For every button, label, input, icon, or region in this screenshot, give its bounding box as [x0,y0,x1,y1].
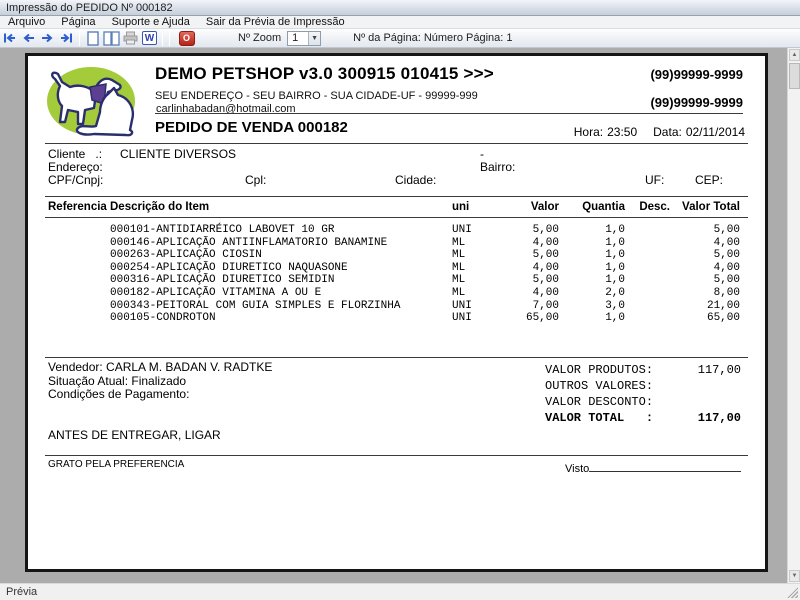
divider [45,143,748,144]
visto-line [565,461,741,475]
company-phone-1: (99)99999-9999 [650,67,743,82]
header-referencia: Referencia [48,201,107,213]
thanks-line: GRATO PELA PREFERENCIA [48,459,185,470]
situacao-line: Situação Atual: Finalizado [48,373,187,388]
toolbar-separator [79,31,80,46]
menu-sair-da-previa[interactable]: Sair da Prévia de Impressão [205,16,345,28]
cpf-label: CPF/Cnpj: [48,173,104,187]
table-row: 000105-CONDROTON UNI 65,00 1,0 65,00 [110,312,740,325]
first-page-button[interactable] [0,30,19,47]
condicoes-line: Condições de Pagamento: [48,387,190,401]
company-address: SEU ENDEREÇO - SEU BAIRRO - SUA CIDADE-UF - 99999-999 [155,90,478,102]
previous-page-icon [21,32,36,44]
bairro-label: Bairro: [480,160,516,174]
total-row: VALOR TOTAL : 117,00 [545,411,741,425]
exit-icon: O [179,31,195,46]
single-page-view-button[interactable] [83,30,102,47]
items-table-header [48,201,740,213]
resize-grip[interactable] [787,587,798,598]
preview-workspace [0,48,800,583]
header-descricao: Descrição do Item [110,201,210,213]
company-phone-2: (99)99999-9999 [650,95,743,110]
menu-suporte-e-ajuda[interactable]: Suporte e Ajuda [111,16,190,28]
next-page-button[interactable] [38,30,57,47]
word-icon: W [142,31,157,45]
header-uni: uni [452,201,470,213]
status-text: Prévia [6,586,38,598]
divider [45,196,748,197]
toolbar-separator [162,31,163,46]
hora-label: Hora: [573,125,604,139]
two-pages-icon [103,31,120,46]
company-name: DEMO PETSHOP v3.0 300915 010415 >>> [155,64,494,83]
vertical-scrollbar[interactable] [787,48,800,583]
divider [45,217,748,218]
header-valor: Valor [530,201,559,213]
totals-block [545,362,741,426]
header-desc-pct: Desc. [639,201,670,213]
total-row: VALOR DESCONTO: [545,395,654,409]
scrollbar-thumb[interactable] [789,63,800,89]
endereco-label: Endereço: [48,160,103,174]
petshop-logo [38,60,144,144]
export-word-button[interactable] [140,30,159,47]
divider [155,113,743,114]
scroll-up-icon[interactable]: ▲ [789,49,800,61]
delivery-notice: ANTES DE ENTREGAR, LIGAR [48,428,221,442]
document-page [25,53,768,572]
hora-value: 23:50 [607,125,638,139]
signature-line [589,461,741,472]
table-row: 000254-APLICAÇÃO DIURETICO NAQUASONE ML 4,00 1,0 4,00 [110,261,740,274]
previous-page-button[interactable] [19,30,38,47]
toolbar [0,29,800,48]
print-button[interactable] [121,30,140,47]
last-page-icon [59,32,74,44]
total-row: OUTROS VALORES: [545,379,654,393]
table-row: 000146-APLICAÇÃO ANTIINFLAMATORIO BANAMINE ML 4,00 1,0 4,00 [110,236,740,249]
items-rows [48,224,740,325]
menu-pagina[interactable]: Página [61,16,96,28]
table-row: 000316-APLICAÇÃO DIURETICO SEMIDIN ML 5,00 1,0 5,00 [110,274,740,287]
data-label: Data: [653,125,682,139]
page-number-info: Nº da Página: Número Página: 1 [353,32,513,44]
next-page-icon [40,32,55,44]
menu-bar [0,16,800,29]
menu-arquivo[interactable]: Arquivo [8,16,46,28]
zoom-value: 1 [292,32,299,44]
cpl-label: Cpl: [245,173,267,187]
toolbar-separator [169,31,170,46]
cliente-label: Cliente .: [48,147,103,161]
window-titlebar[interactable] [0,0,800,16]
cidade-label: Cidade: [395,173,437,187]
exit-preview-button[interactable] [177,30,196,47]
cep-label: CEP: [695,173,724,187]
cliente-extra: - [480,147,484,161]
total-row: VALOR PRODUTOS: 117,00 [545,363,741,377]
zoom-label: Nº Zoom [238,32,282,44]
first-page-icon [2,32,17,44]
uf-label: UF: [645,173,665,187]
chevron-down-icon: ▼ [308,32,320,45]
seller-block [48,361,272,402]
visto-label: Visto [565,463,590,475]
data-value: 02/11/2014 [685,125,745,139]
header-quantia: Quantia [582,201,625,213]
window-title: Impressão do PEDIDO Nº 000182 [6,1,173,14]
printer-icon [123,31,138,45]
cliente-value: CLIENTE DIVERSOS [120,147,237,161]
header-valor-total: Valor Total [682,201,740,213]
table-row: 000101-ANTIDIARRÉICO LABOVET 10 GR UNI 5,00 1,0 5,00 [110,224,740,236]
company-email: carlinhabadan@hotmail.com [156,103,296,115]
order-title: PEDIDO DE VENDA 000182 [155,119,348,136]
last-page-button[interactable] [57,30,76,47]
single-page-icon [87,31,99,46]
status-bar [0,583,800,600]
table-row: 000263-APLICAÇÃO CIOSIN ML 5,00 1,0 5,00 [110,249,740,262]
scroll-down-icon[interactable]: ▼ [789,570,800,582]
two-page-view-button[interactable] [102,30,121,47]
divider [45,357,748,358]
zoom-select[interactable] [287,31,321,46]
vendedor-line: Vendedor: CARLA M. BADAN V. RADTKE [48,360,273,374]
table-row: 000343-PEITORAL COM GUIA SIMPLES E FLORZINHA UNI 7,00 3,0 21,00 [110,299,740,312]
divider [45,455,748,456]
order-datetime [574,125,745,139]
table-row: 000182-APLICAÇÃO VITAMINA A OU E ML 4,00 2,0 8,00 [110,286,740,299]
